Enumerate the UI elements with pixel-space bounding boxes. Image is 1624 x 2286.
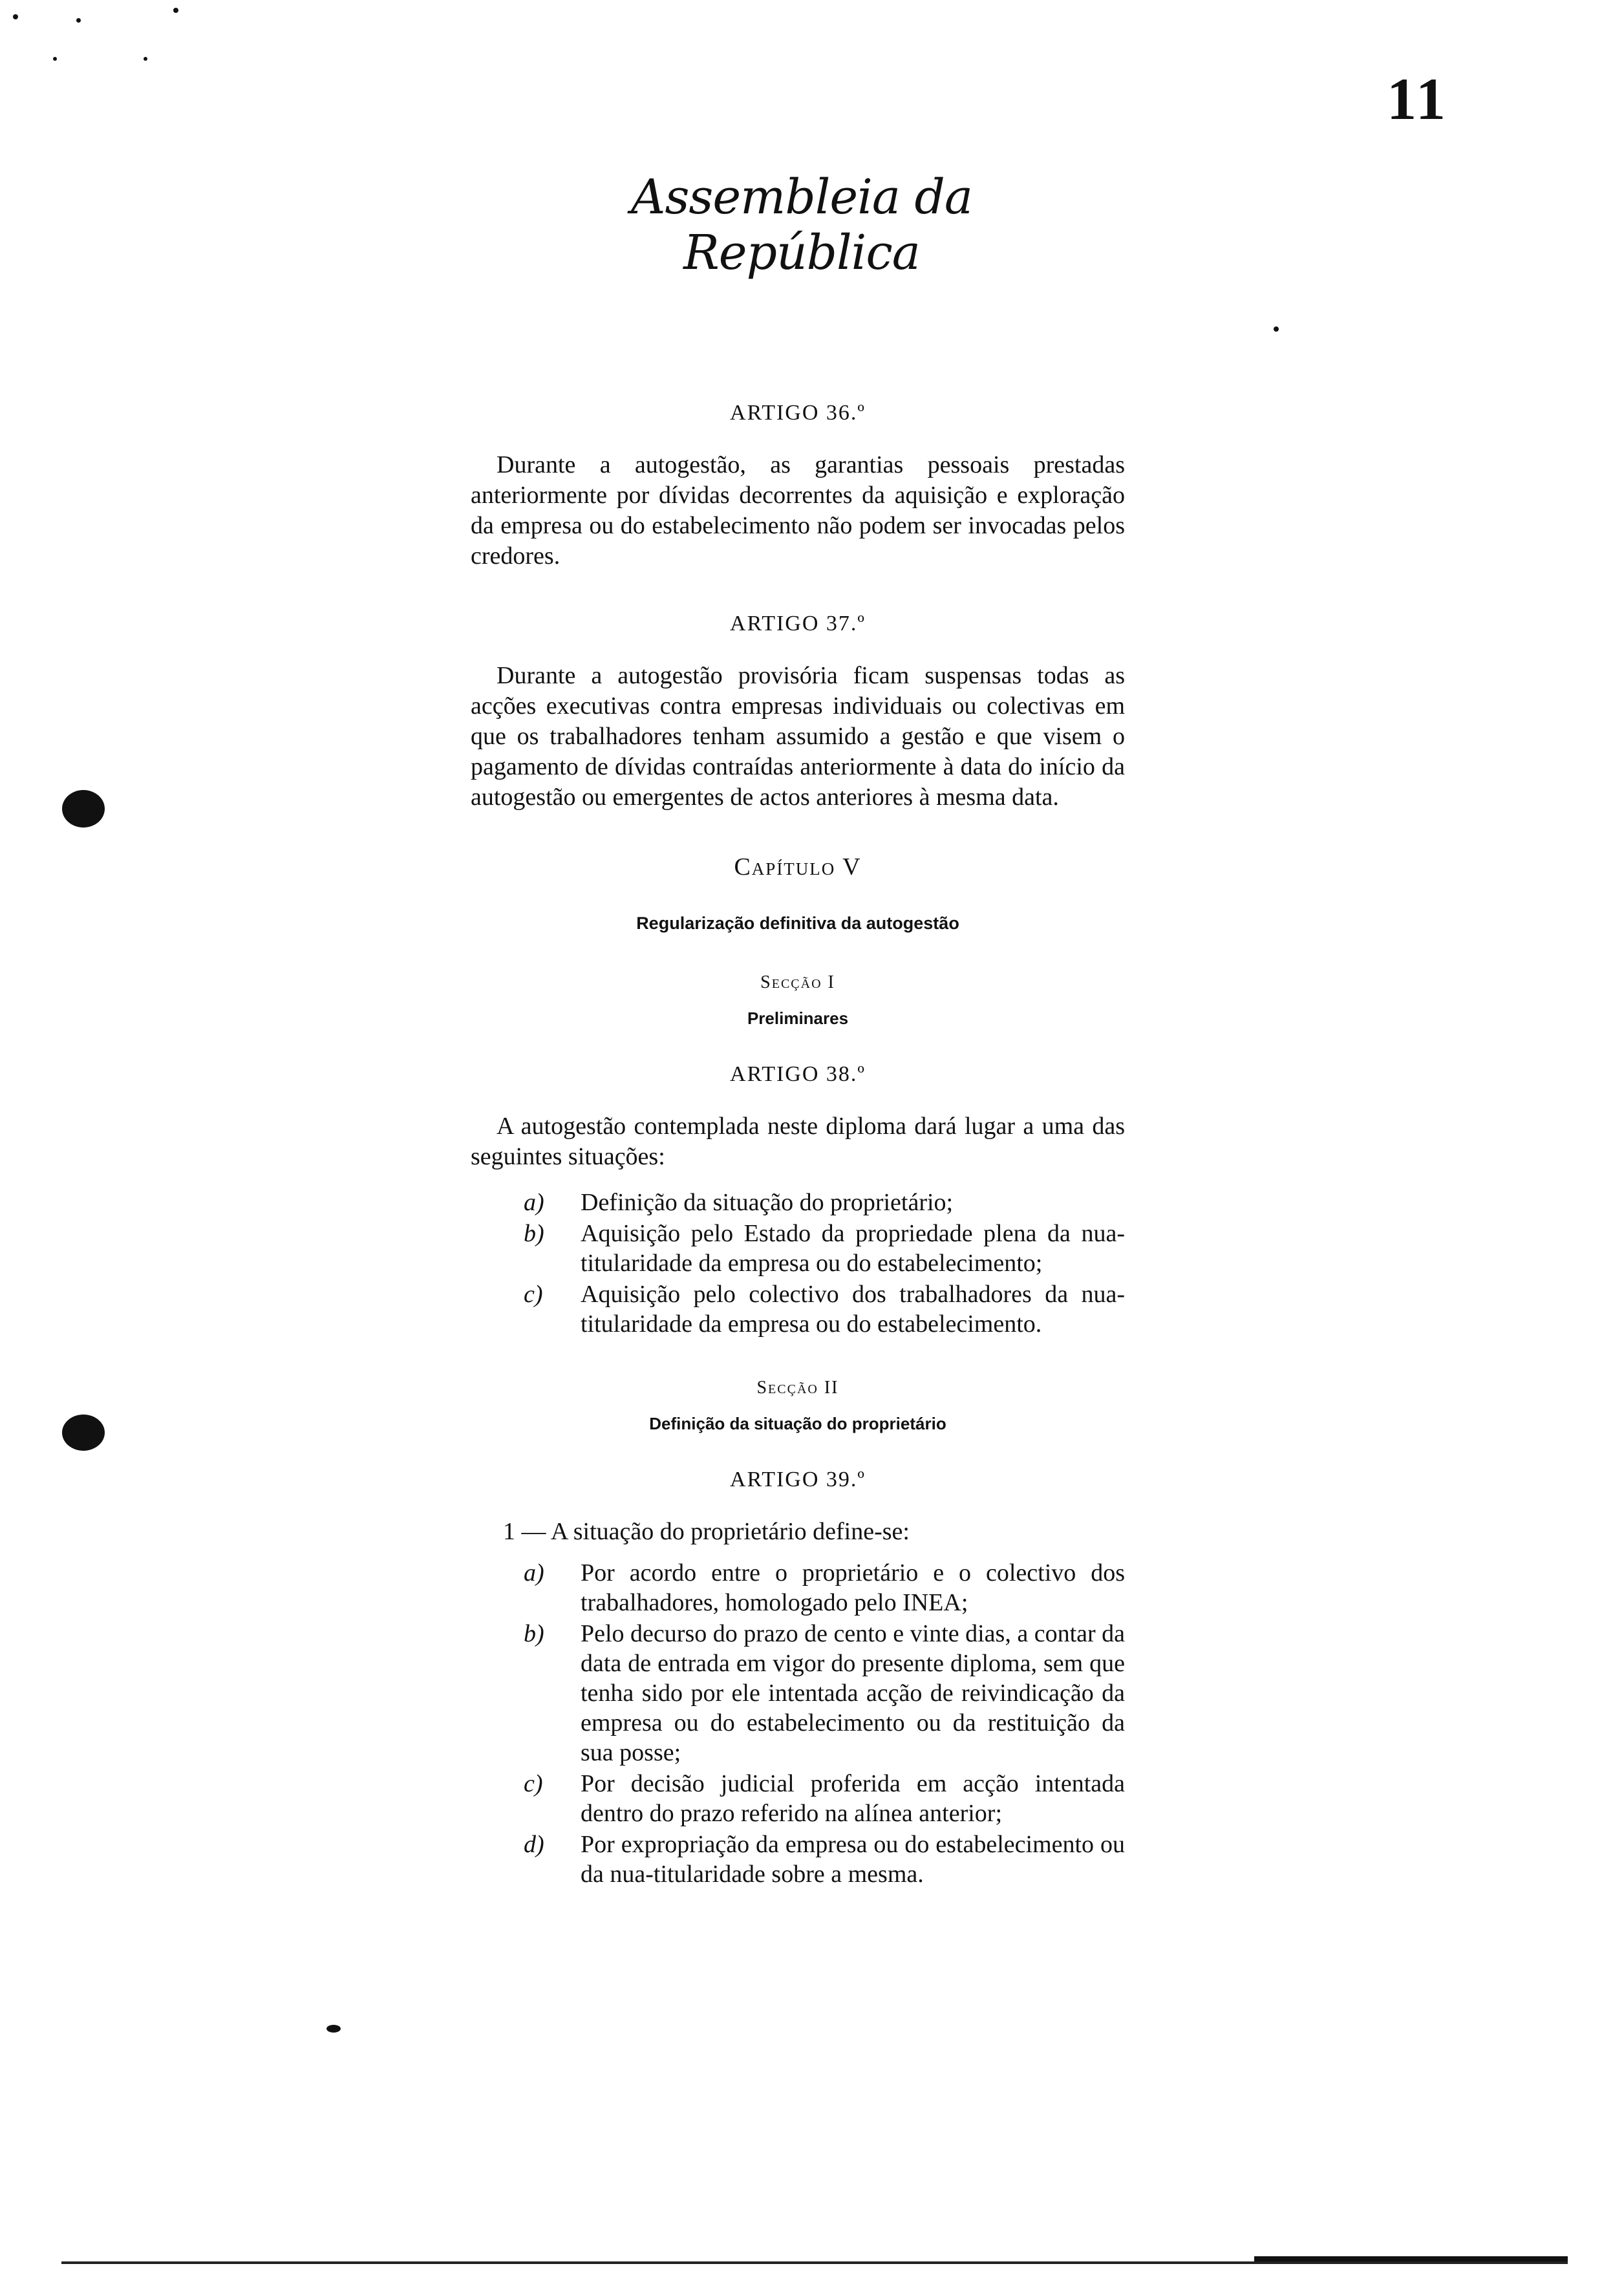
item-text: Por decisão judicial proferida em acção intentada dentro do prazo referido na alínea anterior;	[581, 1770, 1125, 1827]
item-text: Definição da situação do proprietário;	[581, 1189, 954, 1216]
article-heading: ARTIGO 36.º	[730, 401, 866, 425]
article-text: A autogestão contemplada neste diploma dará lugar a uma das seguintes situações:	[471, 1113, 1125, 1170]
section-label: Secção I	[760, 972, 835, 992]
article-heading: ARTIGO 38.º	[730, 1062, 866, 1086]
footer-rule	[61, 2261, 1568, 2264]
list-item	[471, 1769, 1125, 1828]
chapter-label: Capítulo V	[734, 853, 862, 881]
numbered-paragraph: 1 — A situação do proprietário define-se:	[503, 1518, 910, 1545]
punch-hole	[62, 790, 105, 828]
section-label: Secção II	[756, 1378, 839, 1398]
list-item	[471, 1219, 1125, 1278]
item-text: Aquisição pelo Estado da propriedade plena da nua-titularidade da empresa ou do estabelecimento;	[581, 1220, 1125, 1277]
scan-speck	[13, 14, 18, 19]
article-text: Durante a autogestão, as garantias pessoais prestadas anteriormente por dívidas decorrentes da aquisição e exploração da empresa ou do estabelecimento não podem ser invocadas pelos credores.	[471, 451, 1125, 570]
item-label: a)	[524, 1189, 544, 1216]
scan-speck	[53, 57, 57, 61]
item-text: Aquisição pelo colectivo dos trabalhadores da nua-titularidade da empresa ou do estabelecimento.	[581, 1281, 1125, 1338]
list-item	[471, 1279, 1125, 1339]
scan-speck	[76, 18, 81, 23]
scan-speck	[1274, 326, 1279, 332]
item-label: b)	[524, 1220, 544, 1247]
punch-hole	[62, 1415, 105, 1451]
article-item-list	[471, 1558, 1125, 1889]
article-heading: ARTIGO 39.º	[730, 1468, 866, 1491]
list-item	[471, 1619, 1125, 1768]
item-text: Pelo decurso do prazo de cento e vinte dias, a contar da data de entrada em vigor do presente diploma, sem que tenha sido por ele intentada acção de reivindicação da empresa ou do estabelecimento ou da restituição da sua posse;	[581, 1620, 1126, 1766]
item-text: Por acordo entre o proprietário e o colectivo dos trabalhadores, homologado pelo INEA;	[581, 1559, 1125, 1616]
item-label: c)	[524, 1770, 543, 1797]
item-label: c)	[524, 1281, 543, 1308]
list-item	[471, 1558, 1125, 1618]
page-number: 11	[1387, 66, 1448, 132]
chapter-title: Regularização definitiva da autogestão	[636, 913, 959, 933]
article-item-list	[471, 1188, 1125, 1339]
document-body	[471, 401, 1125, 1928]
scan-speck	[326, 2025, 341, 2033]
section-title: Preliminares	[747, 1009, 849, 1028]
list-item	[471, 1830, 1125, 1889]
section-title: Definição da situação do proprietário	[649, 1414, 946, 1433]
article-text: Durante a autogestão provisória ficam suspensas todas as acções executivas contra empresas individuais ou colectivas em que os trabalhadores tenham assumido a gestão e que visem o pagamento de dívidas contraídas anteriormente à data do início da autogestão ou emergentes de actos anteriores à mesma data.	[471, 662, 1125, 811]
item-label: b)	[524, 1620, 544, 1647]
scan-speck	[173, 8, 178, 13]
item-text: Por expropriação da empresa ou do estabelecimento ou da nua-titularidade sobre a mesma.	[581, 1831, 1125, 1888]
footer-rule	[1254, 2256, 1568, 2261]
item-label: a)	[524, 1559, 544, 1586]
article-heading: ARTIGO 37.º	[730, 612, 866, 636]
item-label: d)	[524, 1831, 544, 1858]
scan-speck	[144, 57, 147, 61]
list-item	[471, 1188, 1125, 1217]
letterhead-logo: Assembleia da República	[631, 169, 972, 281]
